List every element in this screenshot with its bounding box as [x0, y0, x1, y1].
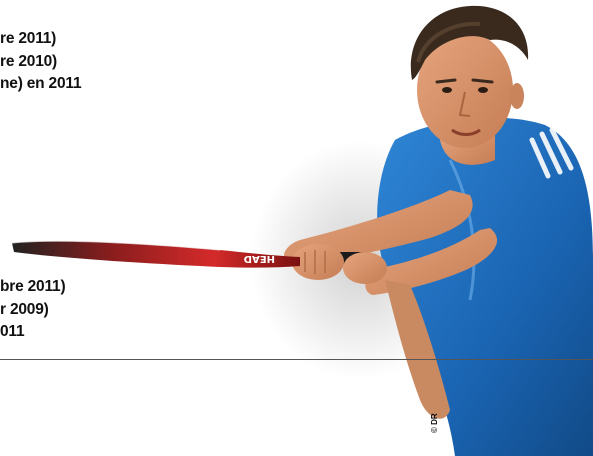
text-line: re 2010) — [0, 52, 58, 70]
text-line: ne) en 2011 — [0, 75, 82, 92]
photo-credit-text: © DR — [430, 413, 439, 433]
text-block-top — [0, 28, 81, 96]
text-line: 011 — [0, 323, 25, 340]
photo-credit — [428, 405, 452, 435]
svg-text:HEAD: HEAD — [243, 253, 275, 264]
text-block-bottom — [0, 276, 65, 344]
horizontal-divider — [0, 359, 593, 360]
text-line: r 2009) — [0, 300, 49, 318]
text-line: re 2011) — [0, 30, 57, 47]
text-line: bre 2011) — [0, 278, 66, 295]
